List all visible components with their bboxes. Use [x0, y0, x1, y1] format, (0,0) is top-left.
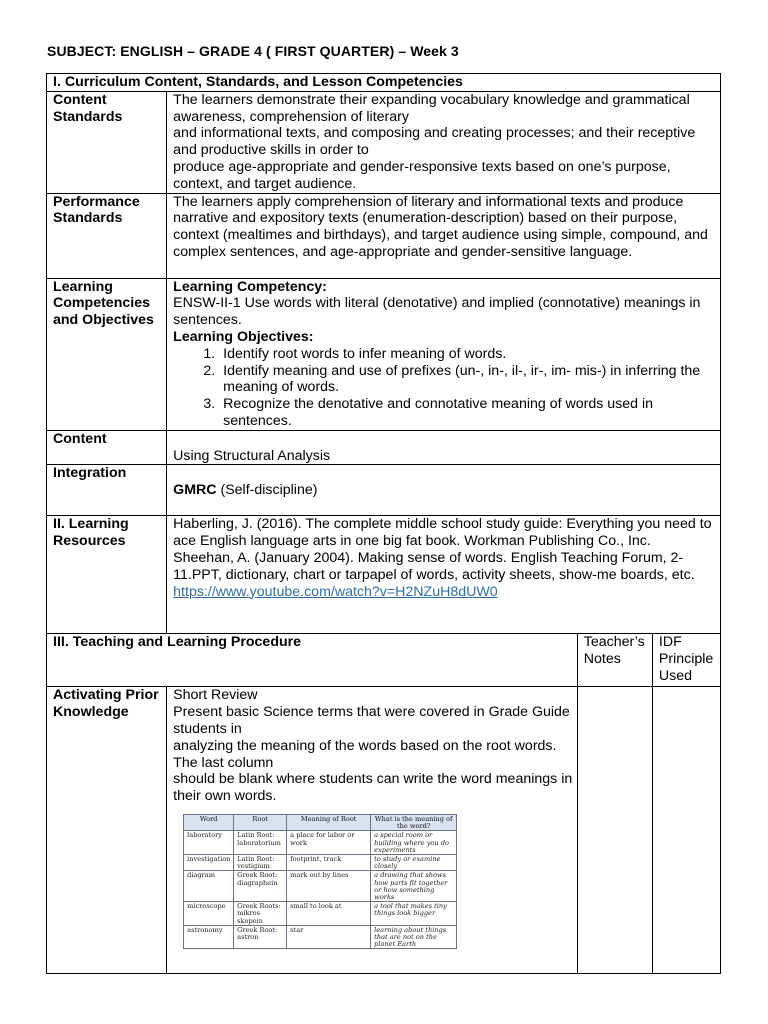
- table-row: [184, 831, 457, 855]
- section-curriculum-heading: I. Curriculum Content, Standards, and Lesson Competencies: [47, 74, 721, 92]
- root-meaning-cell: star: [287, 925, 371, 949]
- table-row: [184, 902, 457, 926]
- objectives-list: [173, 346, 716, 430]
- integration-cell: [167, 465, 721, 516]
- word-table-header: Root: [234, 814, 287, 830]
- section-procedure-heading: III. Teaching and Learning Procedure: [47, 634, 578, 687]
- resource-citation: Haberling, J. (2016). The complete middle school study guide: Everything you need to ace English language arts in one big fat book. Workman Publishing Co., Inc.: [173, 516, 712, 550]
- word-meaning-cell: a tool that makes tiny things look bigger: [371, 902, 457, 926]
- word-cell: laboratory: [184, 831, 234, 855]
- idf-principle-header: IDF Principle Used: [652, 634, 720, 687]
- word-cell: astronomy: [184, 925, 234, 949]
- content-text: Using Structural Analysis: [173, 447, 331, 464]
- root-cell: Latin Root: laboratorium: [234, 831, 287, 855]
- word-table-header: Word: [184, 814, 234, 830]
- content-cell: [167, 430, 721, 465]
- root-cell: Greek Root: astron: [234, 925, 287, 949]
- competencies-text: [167, 278, 721, 430]
- root-cell: Latin Root: vestigium: [234, 854, 287, 870]
- youtube-link[interactable]: https://www.youtube.com/watch?v=H2NZuH8dUW0: [173, 583, 498, 600]
- activating-heading: Short Review: [173, 687, 258, 704]
- page-title: SUBJECT: ENGLISH – GRADE 4 ( FIRST QUARTER) – Week 3: [47, 43, 459, 59]
- word-cell: diagram: [184, 871, 234, 902]
- resource-citation: Sheehan, A. (January 2004). Making sense of words. English Teaching Forum, 2-11.PPT, dictionary, chart or tarpapel of words, activity sheets, show-me boards, etc.: [173, 549, 695, 583]
- resources-cell: [167, 516, 721, 634]
- resources-label: II. Learning Resources: [47, 516, 167, 634]
- word-meaning-cell: a special room or building where you do experiments: [371, 831, 457, 855]
- content-standards-line: The learners demonstrate their expanding vocabulary knowledge and grammatical awareness, comprehension of literary: [173, 91, 690, 125]
- content-standards-line: and informational texts, and composing and creating processes; and their receptive and productive skills in order to: [173, 125, 696, 159]
- activating-line: Present basic Science terms that were covered in Grade Guide students in: [173, 704, 570, 737]
- word-cell: investigation: [184, 854, 234, 870]
- integration-text: (Self-discipline): [216, 482, 318, 499]
- root-meaning-cell: footprint, track: [287, 854, 371, 870]
- objectives-heading: Learning Objectives:: [173, 328, 314, 345]
- objective-item: 2. Identify meaning and use of prefixes (un-, in-, il-, ir-, im- mis-) in inferring the meaning of words.: [219, 363, 716, 397]
- table-row: [184, 871, 457, 902]
- table-row: [184, 854, 457, 870]
- word-table-header: Meaning of Root: [287, 814, 371, 830]
- word-root-table: [183, 814, 457, 949]
- content-standards-label: Content Standards: [47, 91, 167, 193]
- objective-item: 3. Recognize the denotative and connotative meaning of words used in sentences.: [219, 396, 716, 430]
- competency-heading: Learning Competency:: [173, 278, 327, 295]
- teachers-notes-cell: [577, 687, 652, 974]
- integration-bold: GMRC: [173, 482, 217, 499]
- content-standards-text: [167, 91, 721, 193]
- word-meaning-cell: a drawing that shows how parts fit together or how something works: [371, 871, 457, 902]
- competencies-label: Learning Competencies and Objectives: [47, 278, 167, 430]
- root-meaning-cell: a place for labor or work: [287, 831, 371, 855]
- performance-standards-label: Performance Standards: [47, 193, 167, 278]
- idf-principle-cell: [652, 687, 720, 974]
- activating-line: analyzing the meaning of the words based on the root words. The last column: [173, 737, 557, 771]
- word-meaning-cell: learning about things that are not on the planet Earth: [371, 925, 457, 949]
- table-row: [184, 925, 457, 949]
- competency-text: ENSW-II-1 Use words with literal (denotative) and implied (connotative) meanings in sentences.: [173, 295, 701, 329]
- root-meaning-cell: mark out by lines: [287, 871, 371, 902]
- objective-item: 1. Identify root words to infer meaning of words.: [219, 346, 716, 363]
- teachers-notes-header: Teacher’s Notes: [577, 634, 652, 687]
- word-table-header: What is the meaning of the word?: [371, 814, 457, 830]
- word-cell: microscope: [184, 902, 234, 926]
- activating-line: should be blank where students can write the word meanings in their own words.: [173, 771, 573, 805]
- content-standards-line: produce age-appropriate and gender-responsive texts based on one’s purpose, context, and target audience.: [173, 158, 671, 192]
- activating-label: Activating Prior Knowledge: [47, 687, 167, 974]
- root-meaning-cell: small to look at: [287, 902, 371, 926]
- content-label: Content: [47, 430, 167, 465]
- word-meaning-cell: to study or examine closely: [371, 854, 457, 870]
- performance-standards-text: The learners apply comprehension of literary and informational texts and produce narrative and expository texts (enumeration-description) based on their purpose, context (mealtimes and birthdays), and target audience using simple, compound, and complex sentences, and age-appropriate and gender-sensitive language.: [167, 193, 721, 278]
- root-cell: Greek Roots: mikros skopein: [234, 902, 287, 926]
- integration-label: Integration: [47, 465, 167, 516]
- activating-cell: [167, 687, 578, 974]
- lesson-plan-table: [46, 73, 721, 974]
- root-cell: Greek Root: diagraphein: [234, 871, 287, 902]
